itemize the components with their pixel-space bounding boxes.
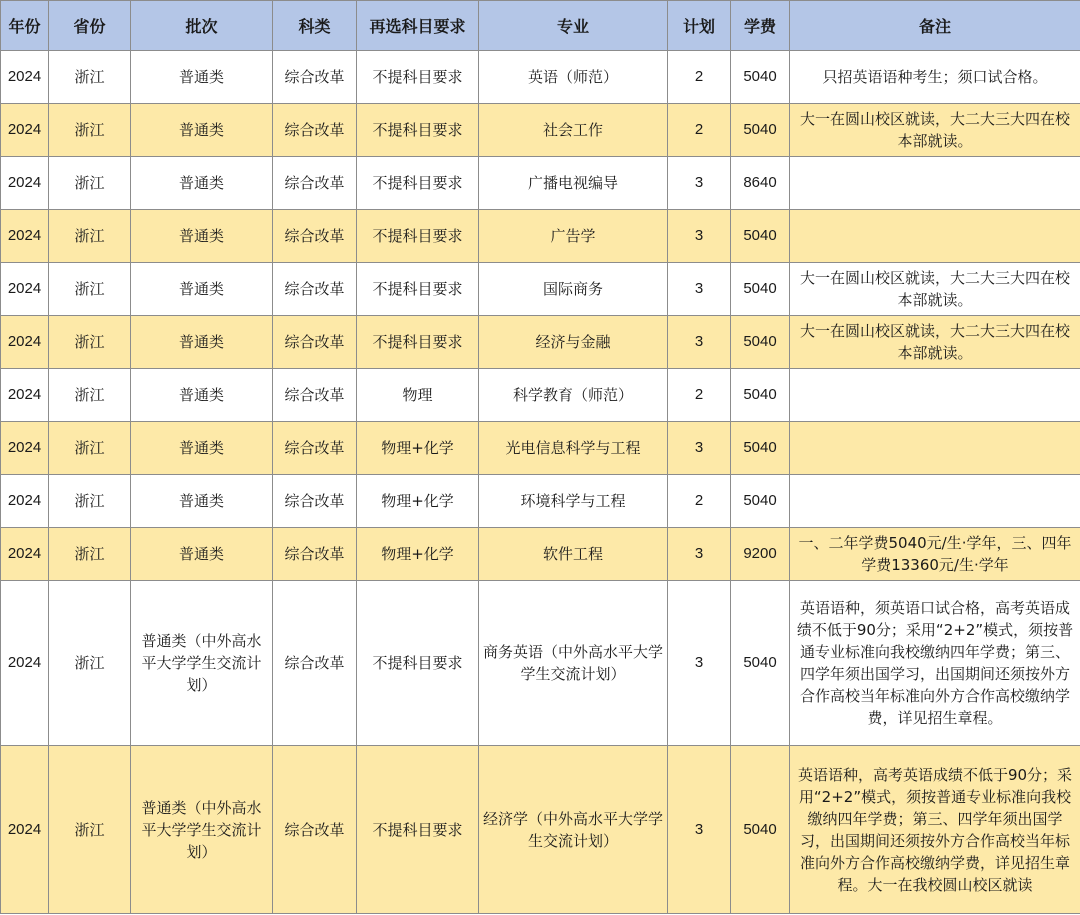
cell-batch: 普通类（中外高水平大学学生交流计划）: [131, 746, 273, 914]
cell-note: 大一在圆山校区就读，大二大三大四在校本部就读。: [790, 316, 1080, 369]
cell-subject-req: 物理+化学: [357, 528, 479, 581]
cell-note: [790, 157, 1080, 210]
table-row: [1, 581, 1080, 746]
cell-province: 浙江: [49, 369, 131, 422]
cell-note: [790, 210, 1080, 263]
cell-note: 英语语种，须英语口试合格，高考英语成绩不低于90分；采用“2+2”模式，须按普通专业标准向我校缴纳四年学费；第三、四学年须出国学习，出国期间还须按外方合作高校当年标准向外方合作高校缴纳学费，详见招生章程。: [790, 581, 1080, 746]
cell-major: 社会工作: [479, 104, 668, 157]
cell-plan: 2: [668, 104, 731, 157]
cell-batch: 普通类: [131, 104, 273, 157]
cell-plan: 3: [668, 316, 731, 369]
cell-year: 2024: [1, 157, 49, 210]
cell-tuition: 5040: [731, 369, 790, 422]
cell-plan: 3: [668, 263, 731, 316]
cell-tuition: 9200: [731, 528, 790, 581]
cell-note: [790, 422, 1080, 475]
cell-subject-req: 不提科目要求: [357, 263, 479, 316]
cell-province: 浙江: [49, 746, 131, 914]
cell-note: 只招英语语种考生；须口试合格。: [790, 51, 1080, 104]
cell-major: 广播电视编导: [479, 157, 668, 210]
header-category: 科类: [273, 1, 357, 51]
cell-subject-req: 不提科目要求: [357, 316, 479, 369]
cell-province: 浙江: [49, 316, 131, 369]
cell-major: 光电信息科学与工程: [479, 422, 668, 475]
cell-batch: 普通类: [131, 210, 273, 263]
cell-major: 国际商务: [479, 263, 668, 316]
cell-plan: 2: [668, 369, 731, 422]
cell-year: 2024: [1, 104, 49, 157]
cell-year: 2024: [1, 581, 49, 746]
cell-year: 2024: [1, 369, 49, 422]
cell-batch: 普通类: [131, 475, 273, 528]
cell-subject-req: 不提科目要求: [357, 104, 479, 157]
cell-subject-req: 不提科目要求: [357, 581, 479, 746]
table-row: [1, 528, 1080, 581]
cell-category: 综合改革: [273, 475, 357, 528]
header-year: 年份: [1, 1, 49, 51]
cell-subject-req: 物理+化学: [357, 422, 479, 475]
cell-year: 2024: [1, 475, 49, 528]
cell-category: 综合改革: [273, 581, 357, 746]
cell-major: 广告学: [479, 210, 668, 263]
cell-tuition: 5040: [731, 746, 790, 914]
cell-category: 综合改革: [273, 316, 357, 369]
cell-province: 浙江: [49, 210, 131, 263]
cell-province: 浙江: [49, 157, 131, 210]
header-row: [1, 1, 1080, 51]
cell-batch: 普通类: [131, 528, 273, 581]
cell-province: 浙江: [49, 528, 131, 581]
table-row: [1, 51, 1080, 104]
cell-batch: 普通类: [131, 316, 273, 369]
table-row: [1, 422, 1080, 475]
cell-tuition: 5040: [731, 210, 790, 263]
cell-year: 2024: [1, 528, 49, 581]
cell-category: 综合改革: [273, 157, 357, 210]
header-plan: 计划: [668, 1, 731, 51]
cell-major: 软件工程: [479, 528, 668, 581]
cell-category: 综合改革: [273, 528, 357, 581]
header-batch: 批次: [131, 1, 273, 51]
cell-note: 一、二年学费5040元/生·学年，三、四年学费13360元/生·学年: [790, 528, 1080, 581]
cell-subject-req: 物理: [357, 369, 479, 422]
cell-note: 大一在圆山校区就读，大二大三大四在校本部就读。: [790, 263, 1080, 316]
cell-tuition: 5040: [731, 581, 790, 746]
cell-batch: 普通类（中外高水平大学学生交流计划）: [131, 581, 273, 746]
header-note: 备注: [790, 1, 1080, 51]
cell-year: 2024: [1, 210, 49, 263]
cell-plan: 3: [668, 528, 731, 581]
header-subject-req: 再选科目要求: [357, 1, 479, 51]
cell-subject-req: 不提科目要求: [357, 51, 479, 104]
cell-year: 2024: [1, 746, 49, 914]
cell-batch: 普通类: [131, 369, 273, 422]
table-row: [1, 475, 1080, 528]
table-row: [1, 369, 1080, 422]
cell-year: 2024: [1, 422, 49, 475]
cell-plan: 3: [668, 157, 731, 210]
cell-batch: 普通类: [131, 157, 273, 210]
cell-year: 2024: [1, 51, 49, 104]
cell-category: 综合改革: [273, 104, 357, 157]
cell-batch: 普通类: [131, 263, 273, 316]
cell-major: 经济学（中外高水平大学学生交流计划）: [479, 746, 668, 914]
cell-tuition: 5040: [731, 316, 790, 369]
cell-subject-req: 不提科目要求: [357, 210, 479, 263]
cell-major: 经济与金融: [479, 316, 668, 369]
cell-tuition: 5040: [731, 422, 790, 475]
cell-tuition: 5040: [731, 104, 790, 157]
table-row: [1, 316, 1080, 369]
cell-province: 浙江: [49, 422, 131, 475]
cell-major: 科学教育（师范）: [479, 369, 668, 422]
cell-subject-req: 不提科目要求: [357, 157, 479, 210]
table-row: [1, 746, 1080, 914]
cell-category: 综合改革: [273, 422, 357, 475]
cell-batch: 普通类: [131, 422, 273, 475]
cell-category: 综合改革: [273, 210, 357, 263]
header-tuition: 学费: [731, 1, 790, 51]
cell-plan: 3: [668, 210, 731, 263]
cell-category: 综合改革: [273, 746, 357, 914]
cell-plan: 2: [668, 475, 731, 528]
cell-province: 浙江: [49, 475, 131, 528]
table-row: [1, 263, 1080, 316]
cell-province: 浙江: [49, 263, 131, 316]
cell-plan: 3: [668, 746, 731, 914]
cell-year: 2024: [1, 316, 49, 369]
cell-tuition: 8640: [731, 157, 790, 210]
cell-category: 综合改革: [273, 369, 357, 422]
table-row: [1, 210, 1080, 263]
cell-major: 环境科学与工程: [479, 475, 668, 528]
cell-plan: 3: [668, 422, 731, 475]
table-row: [1, 157, 1080, 210]
cell-major: 英语（师范）: [479, 51, 668, 104]
cell-province: 浙江: [49, 104, 131, 157]
cell-note: 大一在圆山校区就读，大二大三大四在校本部就读。: [790, 104, 1080, 157]
cell-note: 英语语种，高考英语成绩不低于90分；采用“2+2”模式，须按普通专业标准向我校缴纳四年学费；第三、四学年须出国学习，出国期间还须按外方合作高校当年标准向外方合作高校缴纳学费，详见招生章程。大一在我校圆山校区就读: [790, 746, 1080, 914]
header-province: 省份: [49, 1, 131, 51]
cell-tuition: 5040: [731, 475, 790, 528]
cell-major: 商务英语（中外高水平大学学生交流计划）: [479, 581, 668, 746]
header-major: 专业: [479, 1, 668, 51]
cell-category: 综合改革: [273, 51, 357, 104]
cell-category: 综合改革: [273, 263, 357, 316]
cell-note: [790, 369, 1080, 422]
cell-tuition: 5040: [731, 263, 790, 316]
table-row: [1, 104, 1080, 157]
cell-plan: 2: [668, 51, 731, 104]
cell-province: 浙江: [49, 581, 131, 746]
cell-province: 浙江: [49, 51, 131, 104]
cell-subject-req: 物理+化学: [357, 475, 479, 528]
cell-subject-req: 不提科目要求: [357, 746, 479, 914]
cell-note: [790, 475, 1080, 528]
cell-year: 2024: [1, 263, 49, 316]
cell-batch: 普通类: [131, 51, 273, 104]
cell-tuition: 5040: [731, 51, 790, 104]
cell-plan: 3: [668, 581, 731, 746]
